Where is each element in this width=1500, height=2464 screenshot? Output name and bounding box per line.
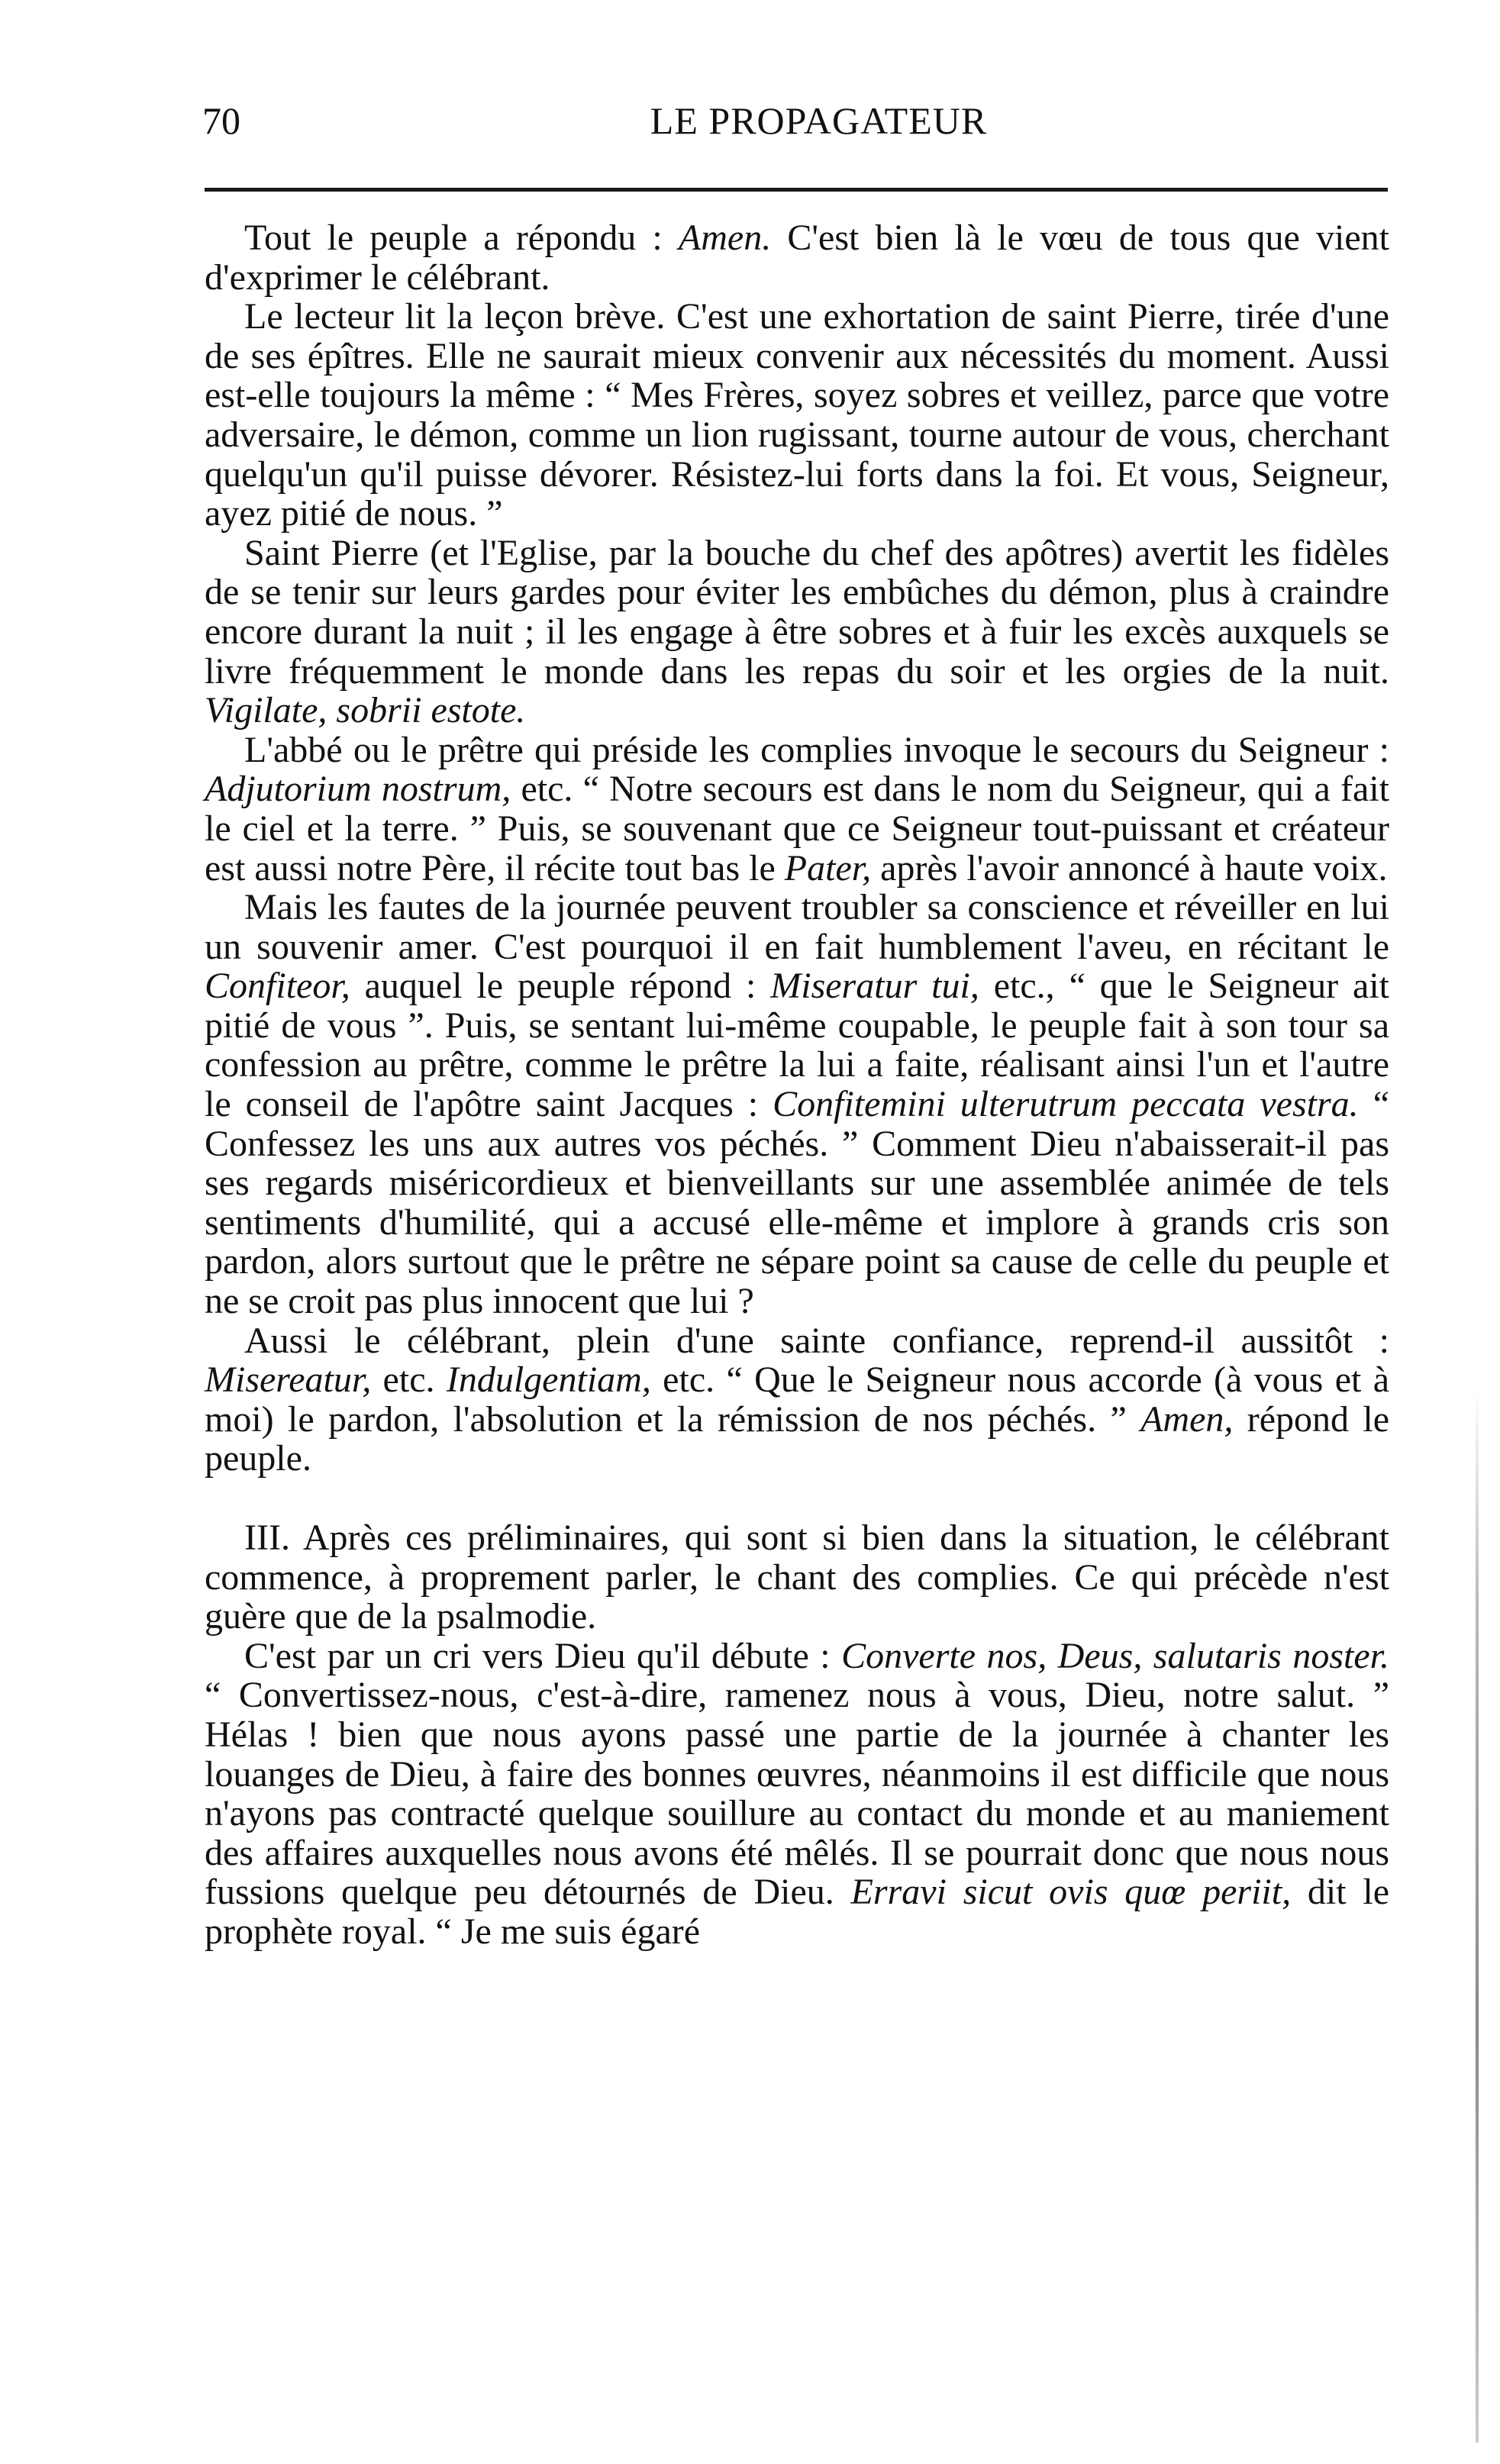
italic-phrase: Pater, [784,847,872,889]
text-run: III. Après ces préliminaires, qui sont si bien dans la situation, le célébrant commence, à proprement parler, le chant des complies. Ce qui précède n'est guère que de la psalmodie. [205,1517,1389,1637]
paragraph-p1 [205,218,1389,297]
text-run: auquel le peuple répond : [350,966,771,1007]
text-run: etc. “ Notre secours est dans le nom du Seigneur, qui a fait le ciel et la terre. ” Puis, se souvenant que ce Seigneur tout-puissant et créateur est aussi notre Père, il récite tout bas le [205,769,1390,889]
italic-phrase: Misereatur, [205,1359,372,1401]
text-run: C'est bien là le vœu de tous que vient d'exprimer le célébrant. [205,218,1389,298]
text-run: Saint Pierre (et l'Eglise, par la bouche du chef des apôtres) avertit les fidèles de se tenir sur leurs gardes pour éviter les embûches du démon, plus à craindre encore durant la nuit ; il les engage à être sobres et à fuir les excès auxquels se livre fréquemment le monde dans les repas du soir et les orgies de la nuit. [205,532,1389,692]
italic-phrase: Miseratur tui, [770,966,979,1007]
body-text [205,218,1389,1952]
page-header [202,90,1389,151]
page-edge-shadow [1476,1389,1479,2443]
text-run: Le lecteur lit la leçon brève. C'est une exhortation de saint Pierre, tirée d'une de ses épîtres. Elle ne saurait mieux convenir aux nécessités du moment. Aussi est-elle toujours la même : “ Mes Frères, soyez sobres et veillez, parce que votre adversaire, le démon, comme un lion rugissant, tourne autour de vous, cherchant quelqu'un qu'il puisse dévorer. Résistez-lui forts dans la foi. Et vous, Seigneur, ayez pitié de nous. ” [205,296,1389,534]
paragraph-p5 [205,888,1389,1321]
text-run: Mais les fautes de la journée peuvent troubler sa conscience et réveiller en lui un souvenir amer. C'est pourquoi il en fait humblement l'aveu, en récitant le [205,887,1389,967]
paragraph-p6 [205,1321,1389,1479]
paragraph-p2 [205,297,1389,534]
text-run: dit le prophète royal. “ Je me suis égaré [205,1872,1390,1952]
text-run: répond le peuple. [205,1398,1389,1479]
text-run: C'est par un cri vers Dieu qu'il débute : [244,1635,842,1676]
italic-phrase: Amen, [1140,1398,1234,1440]
paragraph-p4 [205,730,1389,888]
italic-phrase: Indulgentiam, [446,1359,651,1401]
text-run: etc., “ que le Seigneur ait pitié de vous ”. Puis, se sentant lui-même coupable, le peuple fait à son tour sa confession au prêtre, comme le prêtre la lui a faite, réalisant ainsi l'un et l'autre le conseil de l'apôtre saint Jacques : [205,966,1390,1125]
running-title: LE PROPAGATEUR [650,99,988,142]
text-run: etc. [371,1359,447,1401]
text-run: Tout le peuple a répondu : [244,218,679,258]
page-number: 70 [202,99,240,142]
text-run: “ Convertissez-nous, c'est-à-dire, ramenez nous à vous, Dieu, notre salut. ” Hélas ! bien que nous ayons passé une partie de la journée à chanter les louanges de Dieu, à faire des bonnes œuvres, néanmoins il est difficile que nous n'ayons pas contracté quelque souillure au contact du monde et au maniement des affaires auxquelles nous avons été mêlés. Il se pourrait donc que nous nous fussions quelque peu détournés de Dieu. [205,1675,1389,1913]
text-run: Aussi le célébrant, plein d'une sainte confiance, reprend-il aussitôt : [244,1320,1389,1361]
text-run: après l'avoir annoncé à haute voix. [871,847,1388,889]
header-rule [205,188,1388,192]
italic-phrase: Erravi sicut ovis quœ periit, [850,1872,1292,1913]
italic-phrase: Vigilate, sobrii estote. [205,690,526,731]
paragraph-p3 [205,534,1389,730]
italic-phrase: Adjutorium nostrum, [205,769,511,810]
paragraph-p7 [205,1518,1389,1637]
italic-phrase: Converte nos, Deus, salutaris noster. [841,1635,1390,1676]
italic-phrase: Amen. [678,218,772,258]
italic-phrase: Confitemini ulterutrum peccata vestra. [773,1084,1359,1125]
paragraph-p8 [205,1637,1389,1952]
text-run: etc. “ Que le Seigneur nous accorde (à vous et à moi) le pardon, l'absolution et la rémission de nos péchés. ” [205,1359,1389,1440]
text-run: L'abbé ou le prêtre qui préside les complies invoque le secours du Seigneur : [244,729,1389,770]
text-run: “ Confessez les uns aux autres vos péchés. ” Comment Dieu n'abaisserait-il pas ses regards miséricordieux et bienveillants sur une assemblée animée de tels sentiments d'humilité, qui a accusé elle-même et implore à grands cris son pardon, alors surtout que le prêtre ne sépare point sa cause de celle du peuple et ne se croit pas plus innocent que lui ? [205,1084,1389,1322]
italic-phrase: Confiteor, [205,966,350,1007]
